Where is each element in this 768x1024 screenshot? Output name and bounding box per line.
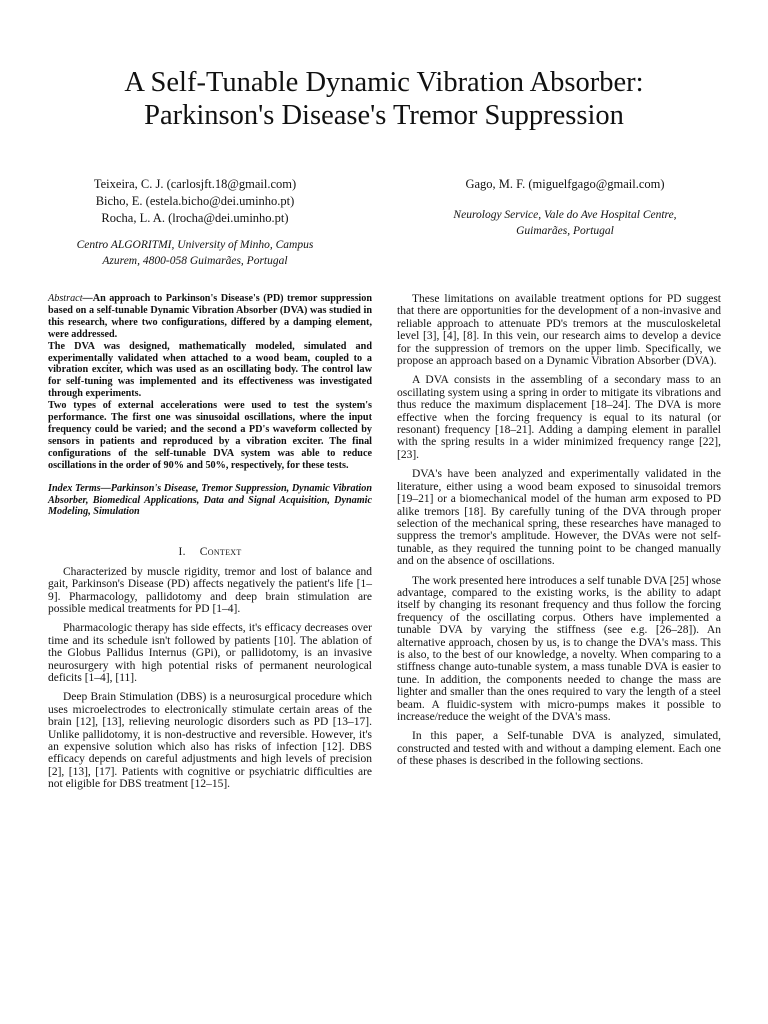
abstract-paragraph-1: An approach to Parkinson's Disease's (PD) tremor suppression based on a self-tunable Dynamic Vibration Absorber (DVA) was studied in this research, where two configurations, differed by a damping element, were addressed. [48, 293, 372, 340]
index-terms: Index Terms—Parkinson's Disease, Tremor Suppression, Dynamic Vibration Absorber, Biomedical Applications, Data and Signal Acquisition, Dynamic Modeling, Simulation [48, 482, 372, 518]
affiliation-right-line-2: Guimarães, Portugal [516, 224, 614, 237]
body-paragraph-right-5: In this paper, a Self-tunable DVA is analyzed, simulated, constructed and tested with and without a damping element. Each one of these phases is described in the following sections. [397, 730, 721, 768]
body-paragraph-left-2: Pharmacologic therapy has side effects, it's efficacy decreases over time and its schedule isn't followed by patients [10]. The ablation of the Globus Pallidus Internus (GPi), or pallidotomy, is an invasive neurosurgery with high potential risks of permanent neurological deficits [1–4], [11]. [48, 622, 372, 684]
abstract-dash: — [82, 293, 93, 304]
affiliation-left [40, 238, 350, 269]
abstract [48, 293, 372, 341]
authors-left [40, 176, 350, 227]
affiliation-right [410, 208, 720, 239]
body-paragraph-right-3: DVA's have been analyzed and experimentally validated in the literature, either using a wood beam exposed to sinusoidal tremors [19–21] or a biomechanical model of the human arm exposed to PD alike tremors [18]. By carefully tuning of the DVA through proper selection of the mechanical spring, these researches have managed to suppress the tremor's amplitude. However, the DVAs were not self-tunable, as they required the tunning point to be changed manually and on the absence of oscillations. [397, 468, 721, 568]
left-column [48, 293, 372, 798]
section-number: I. [178, 546, 186, 559]
right-column [397, 293, 721, 775]
affiliation-right-line-1: Neurology Service, Vale do Ave Hospital Centre, [453, 209, 677, 221]
affiliation-left-line-2: Azurem, 4800-058 Guimarães, Portugal [102, 254, 288, 267]
section-title: Context [199, 546, 242, 559]
paper-title [40, 66, 728, 132]
body-paragraph-right-2: A DVA consists in the assembling of a secondary mass to an oscillating system using a spring in order to mitigate its vibrations and thus reduce the maximum displacement [18–24]. The DVA is more effective when the forcing frequency is equal to its natural (or resonant) frequency [18–21]. Adding a damping element in parallel with the spring results in a wider minimized frequency range [22], [23]. [397, 374, 721, 461]
body-paragraph-left-3: Deep Brain Stimulation (DBS) is a neurosurgical procedure which uses microelectrodes to electronically stimulate certain areas of the brain [12], [13], relieving neurologic disorders such as PD [13–17]. Unlike pallidotomy, it is non-destructive and reversible. However, it's an expensive solution which also has risks of infection [12]. DBS efficacy depends on careful adjustments and high levels of precision [2], [13], [17]. Patients with cognitive or psychiatric difficulties are not eligible for DBS treatment [12–15]. [48, 691, 372, 791]
abstract-label: Abstract [48, 293, 83, 304]
section-heading-context [48, 546, 372, 558]
author-teixeira: Teixeira, C. J. (carlosjft.18@gmail.com) [93, 177, 297, 191]
body-paragraph-right-4: The work presented here introduces a self tunable DVA [25] whose advantage, compared to the existing works, is the ability to adapt itself by changing its resonant frequency and thus follow the forcing frequency of the oscillating corpus. Others have implemented a tunable DVA by varying the stiffness (see e.g. [26–28]). An alternative approach, chosen by us, is to change the DVA's mass. This is also, to the best of our knowledge, a novelty. When comparing to a stiffness change auto-tunable system, a mass tunable DVA is easier to tune. In addition, the components needed to change the mass are lighter and smaller than the ones required to vary the length of a steel beam. A fluidic-system with micro-pumps makes it possible to increase/reduce the weight of the DVA's mass. [397, 574, 721, 723]
author-gago: Gago, M. F. (miguelfgago@gmail.com) [465, 177, 665, 191]
title-line-2: Parkinson's Disease's Tremor Suppression [144, 100, 624, 131]
author-bicho: Bicho, E. (estela.bicho@dei.uminho.pt) [95, 194, 295, 208]
title-line-1: A Self-Tunable Dynamic Vibration Absorber: [124, 67, 644, 98]
authors-right [410, 176, 720, 193]
body-paragraph-right-1: These limitations on available treatment options for PD suggest that there are opportunities for the development of a non-invasive and reliable approach to attenuate PD's tremors at the musculoskeletal level [3], [4], [8]. In this vein, our research aims to develop a device for the suppression of tremors on the upper limb. Specifically, we propose an approach based on a Dynamic Vibration Absorber (DVA). [397, 293, 721, 368]
abstract-paragraph-3: Two types of external accelerations were used to test the system's performance. The first one was sinusoidal oscillations, where the input frequency could be varied; and the second a PD's waveform collected by sensors in patients and reproduced by a vibration exciter. The final configurations of the self-tunable DVA system was able to reduce oscillations in the order of 90% and 50%, respectively, for these tests. [48, 400, 372, 471]
body-paragraph-left-1: Characterized by muscle rigidity, tremor and lost of balance and gait, Parkinson's Disease (PD) affects negatively the patient's life [1–9]. Pharmacology, pallidotomy and deep brain stimulation are possible medical treatments for PD [1–4]. [48, 565, 372, 615]
author-rocha: Rocha, L. A. (lrocha@dei.uminho.pt) [101, 211, 289, 225]
abstract-paragraph-2: The DVA was designed, mathematically modeled, simulated and experimentally validated when attached to a wood beam, coupled to a vibration exciter, which was used as an oscillating body. The control law for self-tuning was implemented and its effectiveness was investigated through experiments. [48, 340, 372, 400]
affiliation-left-line-1: Centro ALGORITMI, University of Minho, Campus [76, 239, 314, 251]
